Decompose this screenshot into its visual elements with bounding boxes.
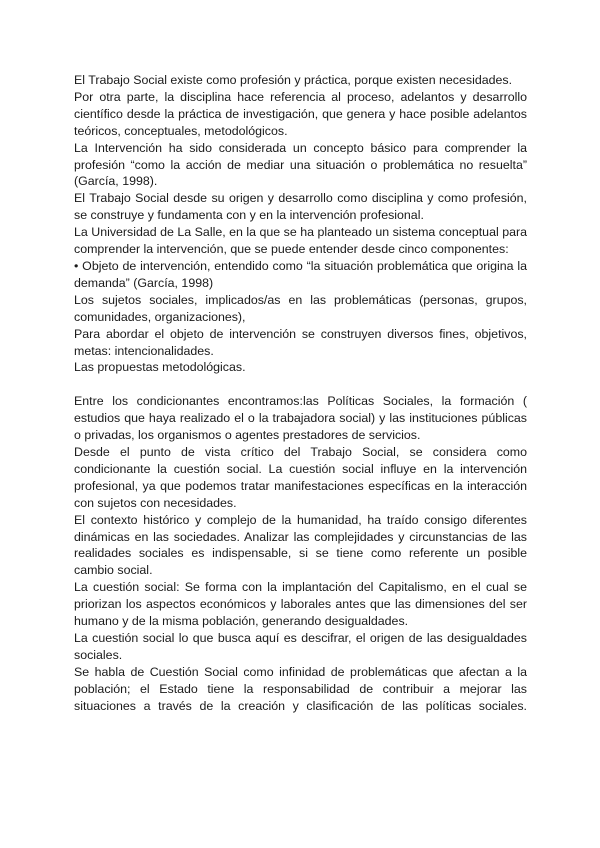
paragraph-contexto: El contexto histórico y complejo de la humanidad, ha traído consigo diferentes dinámicas en las sociedades. Analizar las complejidades y circunstancias de las realidades sociales es indispensable, si se tiene como referente un posible cambio social. bbox=[74, 512, 527, 578]
paragraph-propuestas: Las propuestas metodológicas. bbox=[74, 360, 246, 375]
paragraph-estado: Se habla de Cuestión Social como infinidad de problemáticas que afectan a la población; el Estado tiene la responsabilidad de contribuir a mejorar las situaciones a través de la creación y clasificación de las políticas sociales. bbox=[74, 664, 527, 713]
paragraph-condicionantes: Entre los condicionantes encontramos:las Políticas Sociales, la formación ( estudios que haya realizado el o la trabajadora social) y las instituciones públicas o privadas, los organismos o agentes prestadores de servicios. bbox=[74, 394, 527, 443]
paragraph-2: Por otra parte, la disciplina hace referencia al proceso, adelantos y desarrollo científico desde la práctica de investigación, que genera y hace posible adelantos teóricos, conceptuales, metodológicos. bbox=[74, 89, 527, 138]
document-body bbox=[74, 72, 527, 715]
list-item-objeto: • Objeto de intervención, entendido como “la situación problemática que origina la demanda” (García, 1998) bbox=[74, 258, 527, 290]
paragraph-5: La Universidad de La Salle, en la que se ha planteado un sistema conceptual para comprender la intervención, que se puede entender desde cinco componentes: bbox=[74, 225, 527, 257]
paragraph-3: La Intervención ha sido considerada un concepto básico para comprender la profesión “como la acción de mediar una situación o problemática no resuelta” (García, 1998). bbox=[74, 140, 527, 189]
paragraph-cuestion-social: La cuestión social: Se forma con la implantación del Capitalismo, en el cual se priorizan los aspectos económicos y laborales antes que las dimensiones del ser humano y de la misma población, generando desigualdades. bbox=[74, 580, 527, 629]
paragraph-sujetos: Los sujetos sociales, implicados/as en las problemáticas (personas, grupos, comunidades, organizaciones), bbox=[74, 292, 527, 324]
paragraph-1: El Trabajo Social existe como profesión y práctica, porque existen necesidades. bbox=[74, 73, 513, 87]
paragraph-busca: La cuestión social lo que busca aquí es descifrar, el origen de las desigualdades sociales. bbox=[74, 631, 527, 662]
paragraph-punto-de-vista: Desde el punto de vista crítico del Trabajo Social, se considera como condicionante la cuestión social. La cuestión social influye en la intervención profesional, ya que podemos tratar manifestaciones específicas en la interacción con sujetos con necesidades. bbox=[74, 445, 527, 510]
paragraph-fines: Para abordar el objeto de intervención se construyen diversos fines, objetivos, metas: intencionalidades. bbox=[74, 326, 527, 358]
paragraph-4: El Trabajo Social desde su origen y desarrollo como disciplina y como profesión, se construye y fundamenta con y en la intervención profesional. bbox=[74, 191, 527, 223]
